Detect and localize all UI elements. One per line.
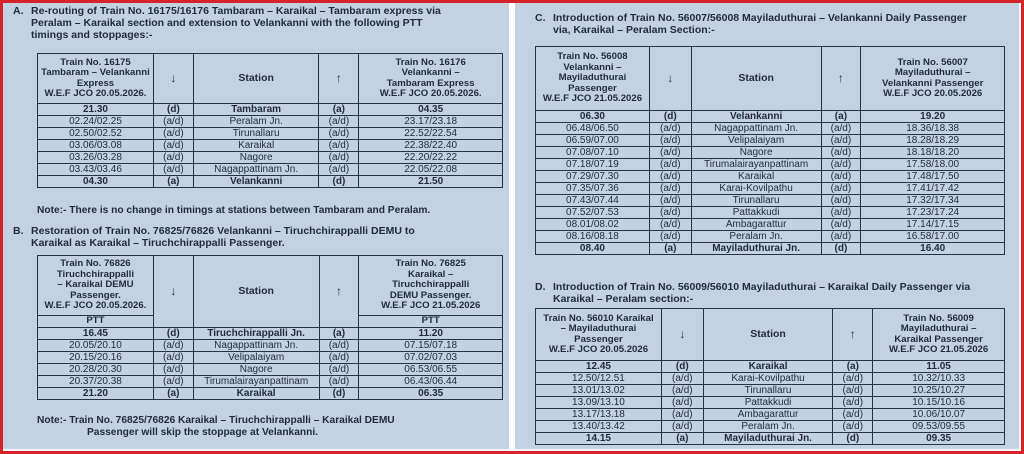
arr-dep-code: (a/d) xyxy=(649,195,691,207)
down-arrow-icon: ↓ xyxy=(661,309,703,361)
station-name: Velipalaiyam xyxy=(691,135,821,147)
header-line: W.E.F JCO 20.05.2026. xyxy=(44,300,147,312)
arr-dep-code: (a/d) xyxy=(649,159,691,171)
station-column-header: Station xyxy=(193,256,319,328)
section-c-label: C. xyxy=(535,12,546,24)
arr-dep-code: (a/d) xyxy=(153,339,193,351)
header-line: W.E.F JCO 21.05.2026 xyxy=(889,344,989,355)
station-name: Karaikal xyxy=(193,140,319,152)
section-a-table xyxy=(37,53,503,188)
arr-dep-code: (a/d) xyxy=(649,135,691,147)
arr-dep-code: (a/d) xyxy=(821,219,861,231)
section-b-left-header xyxy=(38,256,154,316)
time-return: 19.20 xyxy=(861,111,1005,123)
time-return: 10.15/10.16 xyxy=(873,397,1005,409)
timetable-row xyxy=(38,363,503,375)
station-name: Peralam Jn. xyxy=(703,421,833,433)
timetable-row xyxy=(536,421,1005,433)
arr-dep-code: (d) xyxy=(153,104,193,116)
time-return: 21.50 xyxy=(359,176,503,188)
arr-dep-code: (d) xyxy=(319,387,359,399)
time-return: 22.05/22.08 xyxy=(359,164,503,176)
time-outbound: 16.45 xyxy=(38,327,154,339)
arr-dep-code: (a/d) xyxy=(153,164,193,176)
timetable-row xyxy=(536,207,1005,219)
arr-dep-code: (d) xyxy=(821,243,861,255)
arr-dep-code: (d) xyxy=(661,361,703,373)
timetable-row xyxy=(38,387,503,399)
time-return: 16.40 xyxy=(861,243,1005,255)
timetable-row xyxy=(536,111,1005,123)
timetable-row xyxy=(536,147,1005,159)
header-line: Train No. 16176 xyxy=(395,56,466,68)
time-return: 17.23/17.24 xyxy=(861,207,1005,219)
header-line: Tiruchchirappalli xyxy=(56,268,134,280)
time-outbound: 08.40 xyxy=(536,243,650,255)
arr-dep-code: (a/d) xyxy=(821,183,861,195)
station-name: Velankanni xyxy=(691,111,821,123)
up-arrow-icon: ↑ xyxy=(319,54,359,104)
arr-dep-code: (a/d) xyxy=(649,219,691,231)
time-outbound: 07.29/07.30 xyxy=(536,171,650,183)
header-line: Train No. 16175 xyxy=(60,56,131,68)
arr-dep-code: (a/d) xyxy=(821,123,861,135)
timetable-row xyxy=(38,164,503,176)
arr-dep-code: (a) xyxy=(649,243,691,255)
timetable-row xyxy=(536,135,1005,147)
station-name: Tirunallaru xyxy=(193,128,319,140)
arr-dep-code: (a) xyxy=(319,104,359,116)
header-line: W.E.F JCO 21.05.2026 xyxy=(381,300,481,312)
section-c-heading xyxy=(535,12,1015,36)
header-line: Train No. 56009 xyxy=(903,312,974,324)
timetable-row xyxy=(38,176,503,188)
station-name: Velankanni xyxy=(193,176,319,188)
station-name: Ambagarattur xyxy=(703,409,833,421)
arr-dep-code: (a/d) xyxy=(649,147,691,159)
header-line: Tambaram Express xyxy=(386,77,475,89)
arr-dep-code: (a/d) xyxy=(821,231,861,243)
header-line: Train No. 56010 Karaikal xyxy=(543,312,654,324)
arr-dep-code: (d) xyxy=(649,111,691,123)
arr-dep-code: (a/d) xyxy=(821,195,861,207)
ptt-label: PTT xyxy=(38,316,154,328)
section-a-title-line2: Peralam – Karaikal section and extension to Velankanni with the following PTT xyxy=(31,17,423,29)
station-name: Nagappattinam Jn. xyxy=(691,123,821,135)
header-line: W.E.F JCO 20.05.2026 xyxy=(883,88,983,99)
timetable-row xyxy=(536,171,1005,183)
time-outbound: 06.59/07.00 xyxy=(536,135,650,147)
station-name: Nagore xyxy=(193,152,319,164)
timetable-row xyxy=(536,243,1005,255)
arr-dep-code: (a/d) xyxy=(153,140,193,152)
section-d-label: D. xyxy=(535,281,546,293)
header-line: W.E.F JCO 20.05.2026 xyxy=(548,344,649,355)
arr-dep-code: (a/d) xyxy=(319,116,359,128)
time-outbound: 06.48/06.50 xyxy=(536,123,650,135)
time-return: 22.20/22.22 xyxy=(359,152,503,164)
station-name: Tirumalairayanpattinam xyxy=(691,159,821,171)
time-outbound: 13.40/13.42 xyxy=(536,421,662,433)
time-outbound: 06.30 xyxy=(536,111,650,123)
arr-dep-code: (a/d) xyxy=(821,171,861,183)
arr-dep-code: (a/d) xyxy=(319,140,359,152)
header-line: Mayiladuthurai xyxy=(558,72,627,84)
arr-dep-code: (a/d) xyxy=(833,421,873,433)
section-b-label: B. xyxy=(13,225,24,237)
time-outbound: 07.52/07.53 xyxy=(536,207,650,219)
section-b-title-line2: Karaikal as Karaikal – Tiruchchirappalli Passenger. xyxy=(31,237,285,249)
time-return: 18.36/18.38 xyxy=(861,123,1005,135)
time-outbound: 08.01/08.02 xyxy=(536,219,650,231)
station-column-header: Station xyxy=(691,47,821,111)
station-name: Pattakkudi xyxy=(691,207,821,219)
time-outbound: 13.17/13.18 xyxy=(536,409,662,421)
time-outbound: 08.16/08.18 xyxy=(536,231,650,243)
station-name: Karai-Kovilpathu xyxy=(703,373,833,385)
section-d-table xyxy=(535,308,1005,445)
section-b-right-header xyxy=(359,256,503,316)
arr-dep-code: (a/d) xyxy=(649,207,691,219)
time-outbound: 07.35/07.36 xyxy=(536,183,650,195)
header-line: Train No. 56007 xyxy=(897,56,968,68)
time-return: 06.35 xyxy=(359,387,503,399)
header-line: Passenger xyxy=(574,333,623,345)
arr-dep-code: (a/d) xyxy=(319,351,359,363)
time-return: 04.35 xyxy=(359,104,503,116)
station-name: Nagore xyxy=(691,147,821,159)
arr-dep-code: (a) xyxy=(153,176,193,188)
station-name: Karaikal xyxy=(193,387,319,399)
timetable-row xyxy=(38,128,503,140)
time-outbound: 03.43/03.46 xyxy=(38,164,154,176)
station-name: Mayiladuthurai Jn. xyxy=(703,433,833,445)
section-a-left-header xyxy=(38,54,154,104)
time-outbound: 04.30 xyxy=(38,176,154,188)
time-return: 17.41/17.42 xyxy=(861,183,1005,195)
arr-dep-code: (a/d) xyxy=(153,152,193,164)
section-b-table xyxy=(37,255,503,400)
header-line: W.E.F JCO 20.05.2026. xyxy=(44,88,147,99)
timetable-row xyxy=(536,231,1005,243)
arr-dep-code: (a/d) xyxy=(821,159,861,171)
timetable-row xyxy=(536,195,1005,207)
timetable-row xyxy=(38,375,503,387)
arr-dep-code: (d) xyxy=(319,176,359,188)
time-return: 18.18/18.20 xyxy=(861,147,1005,159)
timetable-row xyxy=(536,433,1005,445)
time-return: 07.15/07.18 xyxy=(359,339,503,351)
arr-dep-code: (a/d) xyxy=(821,207,861,219)
arr-dep-code: (a) xyxy=(153,387,193,399)
station-name: Tiruchchirappalli Jn. xyxy=(193,327,319,339)
section-d-title-line1: Introduction of Train No. 56009/56010 Mayiladuthurai – Karaikal Daily Passenger via xyxy=(553,281,971,293)
time-return: 11.05 xyxy=(873,361,1005,373)
arr-dep-code: (d) xyxy=(833,433,873,445)
time-return: 06.43/06.44 xyxy=(359,375,503,387)
time-return: 11.20 xyxy=(359,327,503,339)
time-return: 09.53/09.55 xyxy=(873,421,1005,433)
station-name: Karaikal xyxy=(703,361,833,373)
section-c-title-line1: Introduction of Train No. 56007/56008 Mayiladuthurai – Velankanni Daily Passenger xyxy=(553,12,967,24)
header-line: – Karaikal DEMU xyxy=(57,279,134,291)
arr-dep-code: (a/d) xyxy=(649,171,691,183)
arr-dep-code: (a/d) xyxy=(661,409,703,421)
arr-dep-code: (a/d) xyxy=(319,363,359,375)
arr-dep-code: (a/d) xyxy=(153,128,193,140)
section-c-title-line2: via, Karaikal – Peralam Section:- xyxy=(553,24,715,36)
timetable-row xyxy=(38,327,503,339)
arr-dep-code: (a/d) xyxy=(661,385,703,397)
time-outbound: 20.15/20.16 xyxy=(38,351,154,363)
section-b-title-line1: Restoration of Train No. 76825/76826 Velankanni – Tiruchchirappalli DEMU to xyxy=(31,225,415,237)
section-d-right-header xyxy=(873,309,1005,361)
header-line: Tiruchchirappalli xyxy=(392,279,470,291)
arr-dep-code: (a) xyxy=(833,361,873,373)
arr-dep-code: (a/d) xyxy=(319,164,359,176)
left-panel xyxy=(3,3,509,449)
section-a-note: Note:- There is no change in timings at stations between Tambaram and Peralam. xyxy=(37,205,431,216)
arr-dep-code: (a/d) xyxy=(661,373,703,385)
arr-dep-code: (a/d) xyxy=(649,231,691,243)
time-outbound: 07.08/07.10 xyxy=(536,147,650,159)
section-d-title-line2: Karaikal – Peralam section:- xyxy=(553,293,694,305)
arr-dep-code: (a/d) xyxy=(319,152,359,164)
section-d-left-header xyxy=(536,309,662,361)
arr-dep-code: (a/d) xyxy=(319,128,359,140)
arr-dep-code: (a) xyxy=(661,433,703,445)
time-outbound: 13.09/13.10 xyxy=(536,397,662,409)
arr-dep-code: (a) xyxy=(821,111,861,123)
up-arrow-icon: ↑ xyxy=(319,256,359,328)
timetable-row xyxy=(536,159,1005,171)
header-line: Velankanni – xyxy=(401,67,460,78)
arr-dep-code: (a/d) xyxy=(153,351,193,363)
arr-dep-code: (a/d) xyxy=(649,123,691,135)
arr-dep-code: (a/d) xyxy=(833,397,873,409)
station-name: Tambaram xyxy=(193,104,319,116)
time-outbound: 20.28/20.30 xyxy=(38,363,154,375)
time-outbound: 21.20 xyxy=(38,387,154,399)
time-return: 17.48/17.50 xyxy=(861,171,1005,183)
header-line: Velankanni Passenger xyxy=(882,77,984,89)
timetable-row xyxy=(536,361,1005,373)
station-name: Nagappattinam Jn. xyxy=(193,164,319,176)
station-name: Peralam Jn. xyxy=(691,231,821,243)
arr-dep-code: (a/d) xyxy=(833,409,873,421)
down-arrow-icon: ↓ xyxy=(649,47,691,111)
timetable-row xyxy=(38,116,503,128)
station-name: Tirumalairayanpattinam xyxy=(193,375,319,387)
header-line: W.E.F JCO 21.05.2026 xyxy=(542,93,643,105)
time-outbound: 03.06/03.08 xyxy=(38,140,154,152)
timetable-row xyxy=(536,409,1005,421)
section-a-label: A. xyxy=(13,5,24,17)
section-a-title-line1: Re-routing of Train No. 16175/16176 Tambaram – Karaikal – Tambaram express via xyxy=(31,5,441,17)
arr-dep-code: (a) xyxy=(319,327,359,339)
time-outbound: 02.24/02.25 xyxy=(38,116,154,128)
section-b-note xyxy=(37,415,507,439)
time-return: 18.28/18.29 xyxy=(861,135,1005,147)
timetable-row xyxy=(38,351,503,363)
section-c-table xyxy=(535,46,1005,255)
arr-dep-code: (a/d) xyxy=(833,385,873,397)
station-name: Velipalaiyam xyxy=(193,351,319,363)
arr-dep-code: (d) xyxy=(153,327,193,339)
arr-dep-code: (a/d) xyxy=(661,421,703,433)
header-line: Tambaram – Velankanni xyxy=(41,67,150,78)
timetable-row xyxy=(38,152,503,164)
header-line: Express xyxy=(76,77,115,89)
station-name: Karaikal xyxy=(691,171,821,183)
time-outbound: 13.01/13.02 xyxy=(536,385,662,397)
timetable-row xyxy=(536,385,1005,397)
header-line: Train No. 76826 xyxy=(60,258,131,270)
header-line: Passenger xyxy=(568,82,617,94)
section-a-heading xyxy=(13,5,503,41)
time-outbound: 12.45 xyxy=(536,361,662,373)
section-b-note-line1: Note:- Train No. 76825/76826 Karaikal – Tiruchchirappalli – Karaikal DEMU xyxy=(37,415,395,426)
time-outbound: 20.05/20.10 xyxy=(38,339,154,351)
time-return: 06.53/06.55 xyxy=(359,363,503,375)
time-return: 16.58/17.00 xyxy=(861,231,1005,243)
timetable-row xyxy=(536,219,1005,231)
header-line: Karaikal – xyxy=(408,268,454,280)
time-outbound: 20.37/20.38 xyxy=(38,375,154,387)
section-b-note-line2: Passenger will skip the stoppage at Velankanni. xyxy=(87,427,318,438)
timetable-row xyxy=(38,140,503,152)
time-return: 23.17/23.18 xyxy=(359,116,503,128)
header-line: – Mayiladuthurai xyxy=(560,323,637,334)
up-arrow-icon: ↑ xyxy=(833,309,873,361)
time-outbound: 03.26/03.28 xyxy=(38,152,154,164)
time-return: 10.32/10.33 xyxy=(873,373,1005,385)
time-outbound: 12.50/12.51 xyxy=(536,373,662,385)
time-return: 22.38/22.40 xyxy=(359,140,503,152)
station-name: Tirunallaru xyxy=(691,195,821,207)
arr-dep-code: (a/d) xyxy=(661,397,703,409)
time-return: 10.25/10.27 xyxy=(873,385,1005,397)
station-column-header: Station xyxy=(193,54,319,104)
header-line: Mayiladuthurai – xyxy=(894,67,971,78)
timetable-row xyxy=(38,339,503,351)
timetable-row xyxy=(536,397,1005,409)
section-a-right-header xyxy=(359,54,503,104)
header-line: Mayiladuthurai – xyxy=(900,323,977,334)
header-line: Train No. 76825 xyxy=(395,258,466,270)
arr-dep-code: (a/d) xyxy=(649,183,691,195)
down-arrow-icon: ↓ xyxy=(153,54,193,104)
header-line: Train No. 56008 xyxy=(557,51,628,63)
arr-dep-code: (a/d) xyxy=(153,375,193,387)
timetable-row xyxy=(536,373,1005,385)
station-name: Nagappattinam Jn. xyxy=(193,339,319,351)
down-arrow-icon: ↓ xyxy=(153,256,193,328)
header-line: Passenger. xyxy=(70,289,121,301)
station-name: Mayiladuthurai Jn. xyxy=(691,243,821,255)
section-c-left-header xyxy=(536,47,650,111)
time-return: 09.35 xyxy=(873,433,1005,445)
arr-dep-code: (a/d) xyxy=(833,373,873,385)
header-line: Karaikal Passenger xyxy=(894,333,983,345)
time-return: 17.32/17.34 xyxy=(861,195,1005,207)
timetable-row xyxy=(38,104,503,116)
time-return: 17.58/18.00 xyxy=(861,159,1005,171)
arr-dep-code: (a/d) xyxy=(319,339,359,351)
header-line: W.E.F JCO 20.05.2026. xyxy=(379,88,482,99)
up-arrow-icon: ↑ xyxy=(821,47,861,111)
time-return: 07.02/07.03 xyxy=(359,351,503,363)
time-outbound: 02.50/02.52 xyxy=(38,128,154,140)
time-return: 17.14/17.15 xyxy=(861,219,1005,231)
section-d-heading xyxy=(535,281,1015,305)
section-b-heading xyxy=(13,225,503,249)
station-name: Tirunallaru xyxy=(703,385,833,397)
header-line: Velankanni – xyxy=(563,61,622,73)
time-outbound: 07.43/07.44 xyxy=(536,195,650,207)
right-panel xyxy=(515,3,1019,449)
station-name: Nagore xyxy=(193,363,319,375)
station-name: Ambagarattur xyxy=(691,219,821,231)
time-return: 22.52/22.54 xyxy=(359,128,503,140)
station-column-header: Station xyxy=(703,309,833,361)
time-outbound: 21.30 xyxy=(38,104,154,116)
arr-dep-code: (a/d) xyxy=(821,147,861,159)
arr-dep-code: (a/d) xyxy=(319,375,359,387)
arr-dep-code: (a/d) xyxy=(153,116,193,128)
station-name: Pattakkudi xyxy=(703,397,833,409)
section-a-title-line3: timings and stoppages:- xyxy=(31,29,153,41)
timetable-row xyxy=(536,123,1005,135)
header-line: DEMU Passenger. xyxy=(389,289,472,301)
time-outbound: 07.18/07.19 xyxy=(536,159,650,171)
arr-dep-code: (a/d) xyxy=(821,135,861,147)
station-name: Peralam Jn. xyxy=(193,116,319,128)
timetable-row xyxy=(536,183,1005,195)
arr-dep-code: (a/d) xyxy=(153,363,193,375)
time-outbound: 14.15 xyxy=(536,433,662,445)
time-return: 10.06/10.07 xyxy=(873,409,1005,421)
ptt-label: PTT xyxy=(359,316,503,328)
section-c-right-header xyxy=(861,47,1005,111)
station-name: Karai-Kovilpathu xyxy=(691,183,821,195)
